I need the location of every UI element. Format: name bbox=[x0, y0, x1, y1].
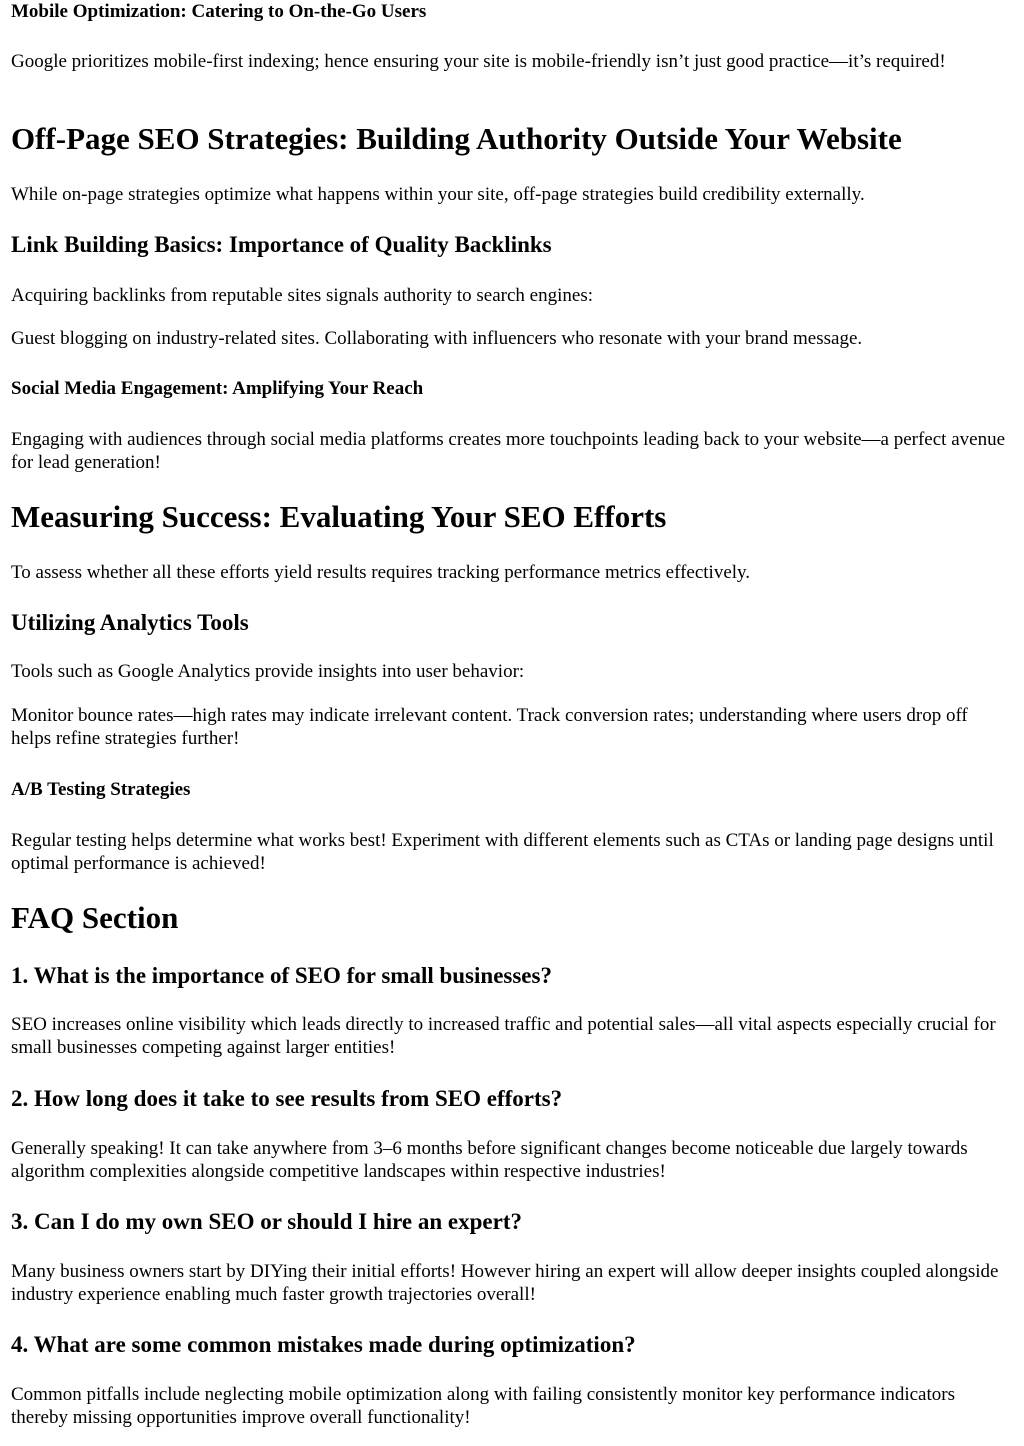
link-building-paragraph-2: Guest blogging on industry-related sites. Collaborating with influencers who resonate with your brand message. bbox=[11, 328, 863, 349]
social-media-paragraph: Engaging with audiences through social media platforms creates more touchpoints leading back to your website—a perfect avenue for lead generation! bbox=[11, 429, 1006, 473]
measuring-success-heading: Measuring Success: Evaluating Your SEO Efforts bbox=[11, 499, 667, 534]
faq-question: 4. What are some common mistakes made during optimization? bbox=[11, 1332, 636, 1357]
faq-answer: SEO increases online visibility which leads directly to increased traffic and potential sales—all vital aspects especially crucial for small businesses competing against larger entities! bbox=[11, 1014, 996, 1058]
analytics-tools-heading: Utilizing Analytics Tools bbox=[11, 610, 249, 635]
faq-heading: FAQ Section bbox=[11, 900, 179, 935]
faq-answer: Generally speaking! It can take anywhere from 3–6 months before significant changes become noticeable due largely towards algorithm complexities alongside competitive landscapes within respective industries! bbox=[11, 1138, 968, 1182]
faq-answer: Common pitfalls include neglecting mobile optimization along with failing consistently monitor key performance indicators thereby missing opportunities improve overall functionality! bbox=[11, 1384, 955, 1428]
faq-answer: Many business owners start by DIYing their initial efforts! However hiring an expert will allow deeper insights coupled alongside industry experience enabling much faster growth trajectories overall! bbox=[11, 1261, 999, 1305]
offpage-seo-paragraph: While on-page strategies optimize what happens within your site, off-page strategies build credibility externally. bbox=[11, 184, 865, 205]
faq-question: 3. Can I do my own SEO or should I hire an expert? bbox=[11, 1209, 522, 1234]
social-media-heading: Social Media Engagement: Amplifying Your Reach bbox=[11, 378, 424, 399]
ab-testing-heading: A/B Testing Strategies bbox=[11, 779, 191, 800]
faq-question: 2. How long does it take to see results from SEO efforts? bbox=[11, 1086, 563, 1111]
analytics-tools-paragraph-2: Monitor bounce rates—high rates may indicate irrelevant content. Track conversion rates; understanding where users drop off helps refine strategies further! bbox=[11, 705, 968, 749]
link-building-paragraph-1: Acquiring backlinks from reputable sites signals authority to search engines: bbox=[11, 285, 593, 306]
mobile-optimization-paragraph: Google prioritizes mobile-first indexing; hence ensuring your site is mobile-friendly isn’t just good practice—it’s required! bbox=[11, 51, 946, 72]
link-building-heading: Link Building Basics: Importance of Quality Backlinks bbox=[11, 232, 552, 257]
offpage-seo-heading: Off-Page SEO Strategies: Building Authority Outside Your Website bbox=[11, 121, 902, 156]
measuring-success-paragraph: To assess whether all these efforts yield results requires tracking performance metrics effectively. bbox=[11, 562, 751, 583]
ab-testing-paragraph: Regular testing helps determine what works best! Experiment with different elements such as CTAs or landing page designs until optimal performance is achieved! bbox=[11, 830, 994, 874]
mobile-optimization-heading: Mobile Optimization: Catering to On-the-Go Users bbox=[11, 1, 427, 22]
faq-question: 1. What is the importance of SEO for small businesses? bbox=[11, 963, 552, 988]
analytics-tools-paragraph-1: Tools such as Google Analytics provide insights into user behavior: bbox=[11, 661, 525, 682]
